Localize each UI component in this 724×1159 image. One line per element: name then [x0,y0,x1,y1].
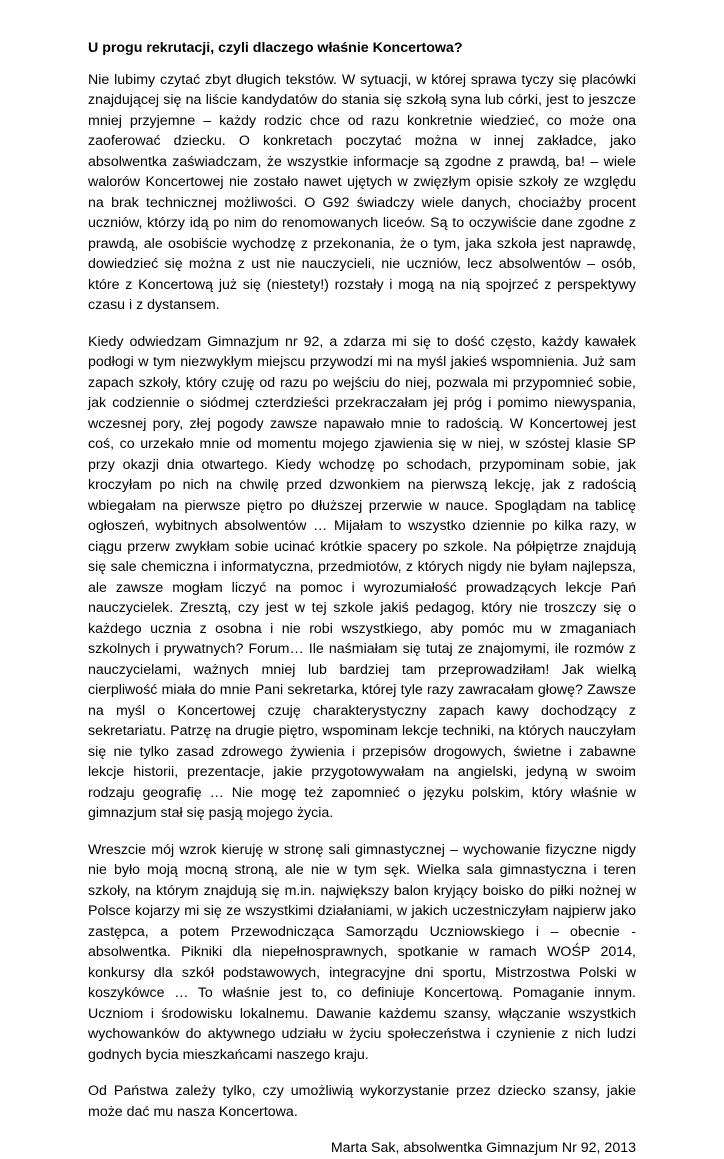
document-title: U progu rekrutacji, czyli dlaczego właśnie Koncertowa? [88,40,463,56]
paragraph-activities: Wreszcie mój wzrok kieruję w stronę sali gimnastycznej – wychowanie fizyczne nigdy nie było moją mocną stroną, ale nie w tym sęk. Wielka sala gimnastyczna i teren szkoły, na którym znajdują się m.in. największy balon kryjący boisko do piłki nożnej w Polsce kojarzy mi się ze wszystkimi działaniami, w jakich uczestniczyłam najpierw jako zastępca, a potem Przewodnicząca Samorządu Uczniowskiego i – obecnie - absolwentka. Pikniki dla niepełnosprawnych, spotkanie w ramach WOŚP 2014, konkursy dla szkół podstawowych, integracyjne dni sportu, Mistrzostwa Polski w koszykówce … To właśnie jest to, co definiuje Koncertową. Pomaganie innym. Uczniom i środowisku lokalnemu. Dawanie każdemu szansy, włączanie wszystkich wychowanków do aktywnego udziału w życiu społeczeństwa i czynienie z nich ludzi godnych bycia mieszkańcami naszego kraju. [88,841,636,1063]
signature: Marta Sak, absolwentka Gimnazjum Nr 92, 2013 [330,1140,636,1156]
document-page [88,38,636,1159]
paragraph-memories: Kiedy odwiedzam Gimnazjum nr 92, a zdarza mi się to dość często, każdy kawałek podłogi w tym niezwykłym miejscu przywodzi mi na myśl jakieś wspomnienia. Już sam zapach szkoły, który czuję od razu po wejściu do niej, pozwala mi przypomnieć sobie, jak codziennie o siódmej czterdzieści przekraczałam jej próg i pomimo niewyspania, wczesnej pory, złej pogody zawsze napawało mnie to radością. W Koncertowej jest coś, co urzekało mnie od momentu mojego zjawienia się w niej, w szóstej klasie SP przy okazji dnia otwartego. Kiedy wchodzę po schodach, przypominam sobie, jak kroczyłam po nich na chwilę przed dzwonkiem na pierwszą lekcję, jak z radością wbiegałam na pierwsze piętro po dłuższej przerwie w nauce. Spoglądam na tablicę ogłoszeń, wybitnych absolwentów … Mijałam to wszystko dziennie po kilka razy, w ciągu przerw zwykłam sobie ucinać krótkie spacery po szkole. Na półpiętrze znajdują się sale chemiczna i informatyczna, przedmiotów, z których nigdy nie byłam najlepsza, ale zawsze mogłam liczyć na pomoc i wyrozumiałość prowadzących lekcje Pań nauczycielek. Zresztą, czy jest w tej szkole jakiś pedagog, który nie troszczy się o każdego ucznia z osobna i nie robi wszystkiego, aby pomóc mu w zmaganiach szkolnych i prywatnych? Forum… Ile naśmiałam się tutaj ze znajomymi, ile rozmów z nauczycielami, ważnych mniej lub bardziej tam przeprowadziłam! Jak wielką cierpliwość miała do mnie Pani sekretarka, której tyle razy zawracałam głowę? Zawsze na myśl o Koncertowej czuję charakterystyczny zapach kawy dochodzący z sekretariatu. Patrzę na drugie piętro, wspominam lekcje techniki, na których nauczyłam się nie tylko zasad zdrowego żywienia i przepisów drogowych, świetne i zabawne lekcje historii, prezentacje, jakie przygotowywałam na angielski, jedyną w swoim rodzaju geografię … Nie mogę też zapomnieć o języku polskim, który właśnie w gimnazjum stał się pasją mojego życia. [88,333,636,821]
paragraph-intro: Nie lubimy czytać zbyt długich tekstów. W sytuacji, w której sprawa tyczy się placówki znajdującej się na liście kandydatów do stania się szkołą syna lub córki, jest to jeszcze mniej przyjemne – każdy rodzic chce od razu konkretnie wiedzieć, co może ona zaoferować dziecku. O konkretach poczytać można w innej zakładce, jako absolwentka zaświadczam, że wszystkie informacje są zgodne z prawdą, ba! – wiele walorów Koncertowej nie zostało nawet ujętych w zwięzłym opisie szkoły ze względu na brak technicznej możliwości. O G92 świadczy wiele danych, chociażby procent uczniów, którzy idą po nim do renomowanych liceów. Są to oczywiście dane zgodne z prawdą, ale osobiście wychodzę z przekonania, że o tym, jaka szkoła jest naprawdę, dowiedzieć się można z ust nie nauczycieli, nie uczniów, lecz absolwentów – osób, które z Koncertową już się (niestety!) rozstały i mogą na nią spojrzeć z perspektywy czasu i z dystansem. [88,71,636,313]
paragraph-closing: Od Państwa zależy tylko, czy umożliwią wykorzystanie przez dziecko szansy, jakie może dać mu nasza Koncertowa. [88,1083,636,1120]
